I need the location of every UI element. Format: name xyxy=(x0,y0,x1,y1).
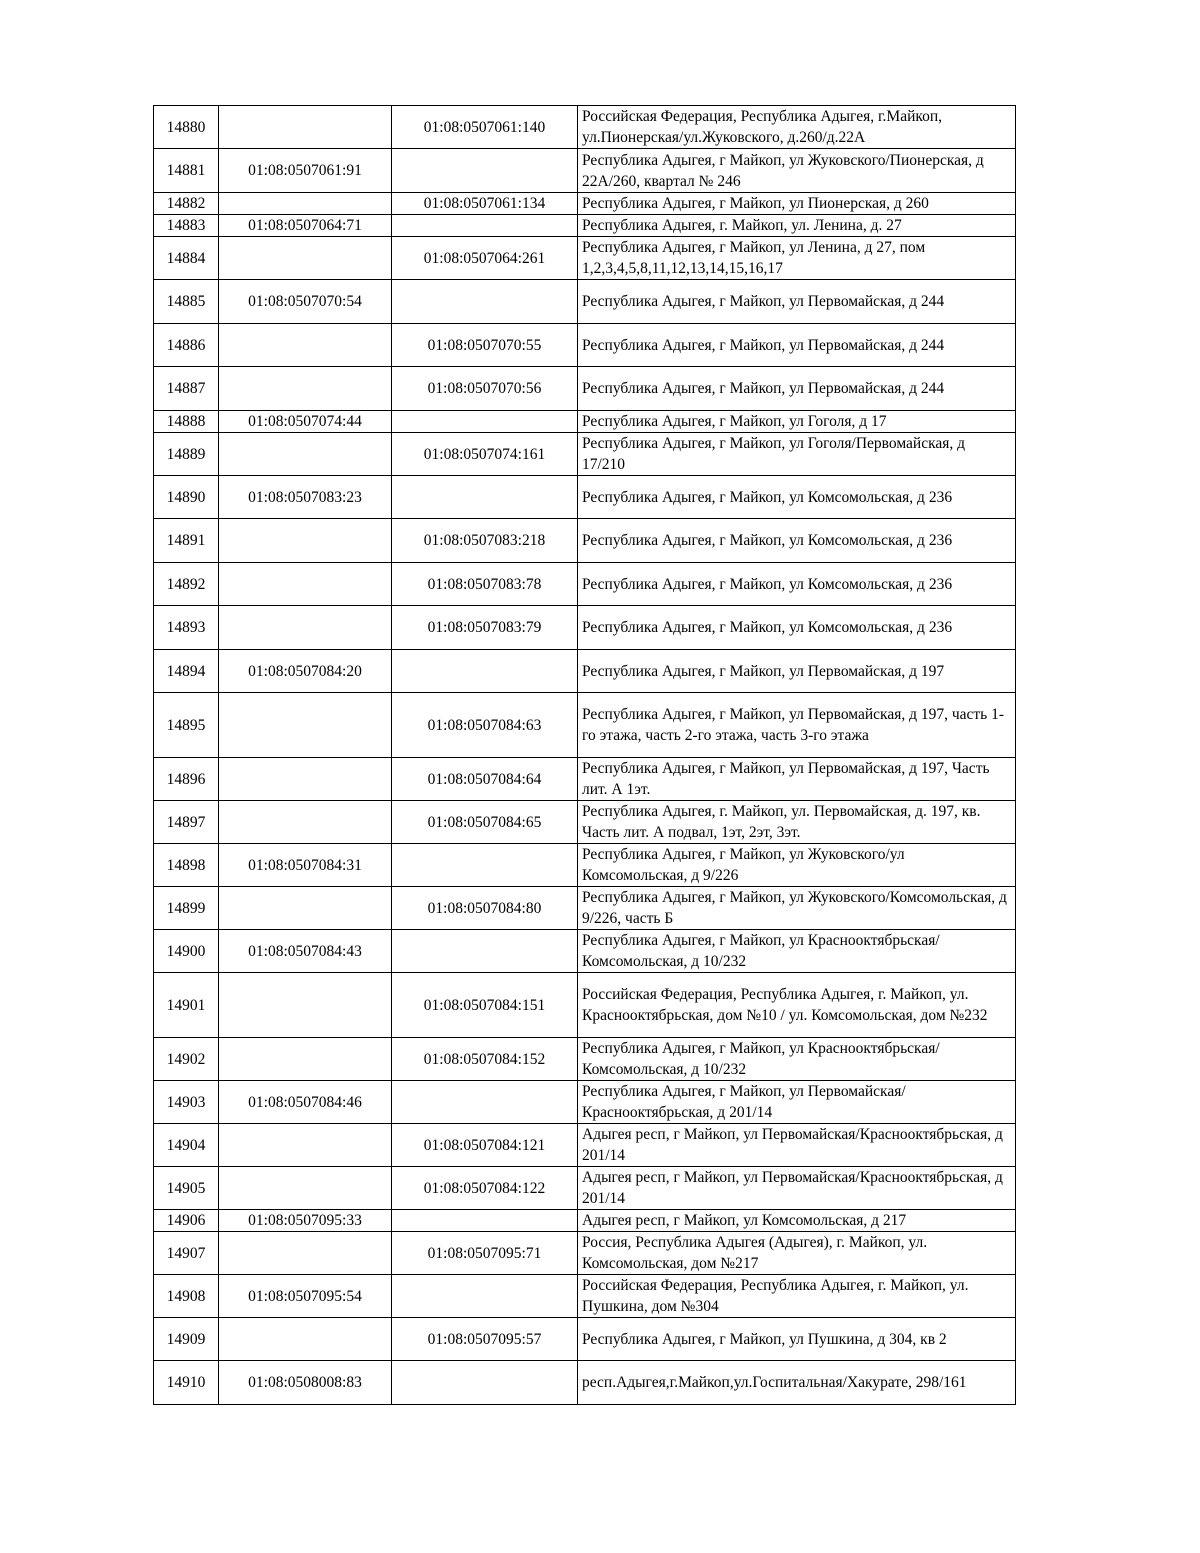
row-number-cell: 14890 xyxy=(154,476,219,519)
land-cadastral-number-cell xyxy=(219,433,392,476)
table-row xyxy=(154,844,1016,887)
address-cell: Республика Адыгея, г Майкоп, ул Жуковского/Пионерская, д 22А/260, квартал № 246 xyxy=(578,149,1016,193)
object-cadastral-number-cell: 01:08:0507061:140 xyxy=(392,106,578,149)
table-row xyxy=(154,1361,1016,1405)
table-row xyxy=(154,519,1016,563)
land-cadastral-number-cell: 01:08:0507064:71 xyxy=(219,215,392,237)
land-cadastral-number-cell xyxy=(219,801,392,844)
row-number-cell: 14885 xyxy=(154,280,219,324)
land-cadastral-number-cell xyxy=(219,324,392,367)
land-cadastral-number-cell: 01:08:0507084:46 xyxy=(219,1081,392,1124)
land-cadastral-number-cell: 01:08:0507074:44 xyxy=(219,411,392,433)
land-cadastral-number-cell xyxy=(219,1167,392,1210)
table-row xyxy=(154,1318,1016,1361)
row-number-cell: 14893 xyxy=(154,606,219,650)
object-cadastral-number-cell: 01:08:0507074:161 xyxy=(392,433,578,476)
object-cadastral-number-cell xyxy=(392,280,578,324)
object-cadastral-number-cell: 01:08:0507083:218 xyxy=(392,519,578,563)
address-cell: Республика Адыгея, г Майкоп, ул Первомайская/Краснооктябрьская, д 201/14 xyxy=(578,1081,1016,1124)
row-number-cell: 14900 xyxy=(154,930,219,973)
address-cell: Адыгея респ, г Майкоп, ул Первомайская/Краснооктябрьская, д 201/14 xyxy=(578,1167,1016,1210)
land-cadastral-number-cell xyxy=(219,973,392,1038)
land-cadastral-number-cell xyxy=(219,758,392,801)
land-cadastral-number-cell xyxy=(219,1038,392,1081)
table-row xyxy=(154,650,1016,693)
address-cell: Республика Адыгея, г Майкоп, ул Первомайская, д 197, часть 1-го этажа, часть 2-го этажа, часть 3-го этажа xyxy=(578,693,1016,758)
land-cadastral-number-cell: 01:08:0507095:33 xyxy=(219,1210,392,1232)
address-cell: респ.Адыгея,г.Майкоп,ул.Госпитальная/Хакурате, 298/161 xyxy=(578,1361,1016,1405)
row-number-cell: 14903 xyxy=(154,1081,219,1124)
row-number-cell: 14898 xyxy=(154,844,219,887)
address-cell: Республика Адыгея, г Майкоп, ул Первомайская, д 197, Часть лит. А 1эт. xyxy=(578,758,1016,801)
table-row xyxy=(154,1232,1016,1275)
object-cadastral-number-cell: 01:08:0507095:71 xyxy=(392,1232,578,1275)
address-cell: Республика Адыгея, г Майкоп, ул Краснооктябрьская/Комсомольская, д 10/232 xyxy=(578,930,1016,973)
address-cell: Республика Адыгея, г Майкоп, ул Комсомольская, д 236 xyxy=(578,519,1016,563)
row-number-cell: 14902 xyxy=(154,1038,219,1081)
object-cadastral-number-cell xyxy=(392,149,578,193)
address-cell: Республика Адыгея, г Майкоп, ул Пионерская, д 260 xyxy=(578,193,1016,215)
land-cadastral-number-cell: 01:08:0507083:23 xyxy=(219,476,392,519)
row-number-cell: 14907 xyxy=(154,1232,219,1275)
land-cadastral-number-cell xyxy=(219,693,392,758)
row-number-cell: 14884 xyxy=(154,237,219,280)
table-row xyxy=(154,973,1016,1038)
table-row xyxy=(154,758,1016,801)
land-cadastral-number-cell xyxy=(219,1232,392,1275)
object-cadastral-number-cell: 01:08:0507061:134 xyxy=(392,193,578,215)
table-row xyxy=(154,1167,1016,1210)
row-number-cell: 14894 xyxy=(154,650,219,693)
object-cadastral-number-cell: 01:08:0507064:261 xyxy=(392,237,578,280)
row-number-cell: 14889 xyxy=(154,433,219,476)
table-row xyxy=(154,411,1016,433)
address-cell: Республика Адыгея, г. Майкоп, ул. Ленина, д. 27 xyxy=(578,215,1016,237)
table-row xyxy=(154,563,1016,606)
object-cadastral-number-cell: 01:08:0507084:122 xyxy=(392,1167,578,1210)
address-cell: Российская Федерация, Республика Адыгея, г. Майкоп, ул. Пушкина, дом №304 xyxy=(578,1275,1016,1318)
row-number-cell: 14883 xyxy=(154,215,219,237)
table-row xyxy=(154,215,1016,237)
address-cell: Республика Адыгея, г Майкоп, ул Гоголя, д 17 xyxy=(578,411,1016,433)
land-cadastral-number-cell xyxy=(219,1124,392,1167)
address-cell: Республика Адыгея, г Майкоп, ул Пушкина, д 304, кв 2 xyxy=(578,1318,1016,1361)
object-cadastral-number-cell: 01:08:0507084:152 xyxy=(392,1038,578,1081)
table-row xyxy=(154,149,1016,193)
object-cadastral-number-cell: 01:08:0507084:63 xyxy=(392,693,578,758)
table-row xyxy=(154,433,1016,476)
object-cadastral-number-cell xyxy=(392,1210,578,1232)
object-cadastral-number-cell: 01:08:0507084:64 xyxy=(392,758,578,801)
object-cadastral-number-cell xyxy=(392,411,578,433)
table-row xyxy=(154,1124,1016,1167)
land-cadastral-number-cell xyxy=(219,106,392,149)
table-row xyxy=(154,324,1016,367)
address-cell: Адыгея респ, г Майкоп, ул Комсомольская, д 217 xyxy=(578,1210,1016,1232)
row-number-cell: 14892 xyxy=(154,563,219,606)
address-cell: Республика Адыгея, г Майкоп, ул Жуковского/Комсомольская, д 9/226, часть Б xyxy=(578,887,1016,930)
address-cell: Российская Федерация, Республика Адыгея, г. Майкоп, ул. Краснооктябрьская, дом №10 / ул. Комсомольская, дом №232 xyxy=(578,973,1016,1038)
object-cadastral-number-cell: 01:08:0507070:56 xyxy=(392,367,578,411)
object-cadastral-number-cell xyxy=(392,215,578,237)
object-cadastral-number-cell: 01:08:0507095:57 xyxy=(392,1318,578,1361)
address-cell: Республика Адыгея, г. Майкоп, ул. Первомайская, д. 197, кв. Часть лит. А подвал, 1эт, 2эт, 3эт. xyxy=(578,801,1016,844)
object-cadastral-number-cell xyxy=(392,476,578,519)
address-cell: Адыгея респ, г Майкоп, ул Первомайская/Краснооктябрьская, д 201/14 xyxy=(578,1124,1016,1167)
row-number-cell: 14910 xyxy=(154,1361,219,1405)
address-cell: Республика Адыгея, г Майкоп, ул Комсомольская, д 236 xyxy=(578,476,1016,519)
land-cadastral-number-cell: 01:08:0508008:83 xyxy=(219,1361,392,1405)
land-cadastral-number-cell xyxy=(219,887,392,930)
table-row xyxy=(154,801,1016,844)
row-number-cell: 14904 xyxy=(154,1124,219,1167)
land-cadastral-number-cell: 01:08:0507084:31 xyxy=(219,844,392,887)
address-cell: Республика Адыгея, г Майкоп, ул Краснооктябрьская/Комсомольская, д 10/232 xyxy=(578,1038,1016,1081)
row-number-cell: 14908 xyxy=(154,1275,219,1318)
land-cadastral-number-cell xyxy=(219,606,392,650)
land-cadastral-number-cell: 01:08:0507084:20 xyxy=(219,650,392,693)
address-cell: Российская Федерация, Республика Адыгея, г.Майкоп, ул.Пионерская/ул.Жуковского, д.260/д.22А xyxy=(578,106,1016,149)
object-cadastral-number-cell: 01:08:0507070:55 xyxy=(392,324,578,367)
table-row xyxy=(154,476,1016,519)
row-number-cell: 14891 xyxy=(154,519,219,563)
land-cadastral-number-cell xyxy=(219,193,392,215)
address-cell: Республика Адыгея, г Майкоп, ул Гоголя/Первомайская, д 17/210 xyxy=(578,433,1016,476)
object-cadastral-number-cell: 01:08:0507084:65 xyxy=(392,801,578,844)
table-row xyxy=(154,280,1016,324)
row-number-cell: 14887 xyxy=(154,367,219,411)
registry-table xyxy=(153,105,1016,1405)
table-row xyxy=(154,367,1016,411)
land-cadastral-number-cell: 01:08:0507095:54 xyxy=(219,1275,392,1318)
address-cell: Республика Адыгея, г Майкоп, ул Ленина, д 27, пом 1,2,3,4,5,8,11,12,13,14,15,16,17 xyxy=(578,237,1016,280)
object-cadastral-number-cell: 01:08:0507083:79 xyxy=(392,606,578,650)
land-cadastral-number-cell xyxy=(219,367,392,411)
land-cadastral-number-cell xyxy=(219,519,392,563)
row-number-cell: 14882 xyxy=(154,193,219,215)
row-number-cell: 14886 xyxy=(154,324,219,367)
table-row xyxy=(154,693,1016,758)
address-cell: Республика Адыгея, г Майкоп, ул Жуковского/ул Комсомольская, д 9/226 xyxy=(578,844,1016,887)
land-cadastral-number-cell xyxy=(219,563,392,606)
row-number-cell: 14896 xyxy=(154,758,219,801)
table-row xyxy=(154,1038,1016,1081)
address-cell: Республика Адыгея, г Майкоп, ул Первомайская, д 197 xyxy=(578,650,1016,693)
table-row xyxy=(154,606,1016,650)
table-row xyxy=(154,1210,1016,1232)
registry-body xyxy=(154,106,1016,1405)
object-cadastral-number-cell: 01:08:0507084:151 xyxy=(392,973,578,1038)
object-cadastral-number-cell: 01:08:0507084:121 xyxy=(392,1124,578,1167)
table-row xyxy=(154,887,1016,930)
table-row xyxy=(154,193,1016,215)
address-cell: Республика Адыгея, г Майкоп, ул Первомайская, д 244 xyxy=(578,280,1016,324)
land-cadastral-number-cell: 01:08:0507070:54 xyxy=(219,280,392,324)
address-cell: Республика Адыгея, г Майкоп, ул Комсомольская, д 236 xyxy=(578,606,1016,650)
table-row xyxy=(154,1081,1016,1124)
row-number-cell: 14906 xyxy=(154,1210,219,1232)
row-number-cell: 14881 xyxy=(154,149,219,193)
table-row xyxy=(154,1275,1016,1318)
row-number-cell: 14897 xyxy=(154,801,219,844)
object-cadastral-number-cell: 01:08:0507084:80 xyxy=(392,887,578,930)
land-cadastral-number-cell xyxy=(219,1318,392,1361)
object-cadastral-number-cell xyxy=(392,930,578,973)
row-number-cell: 14880 xyxy=(154,106,219,149)
address-cell: Россия, Республика Адыгея (Адыгея), г. Майкоп, ул. Комсомольская, дом №217 xyxy=(578,1232,1016,1275)
row-number-cell: 14888 xyxy=(154,411,219,433)
table-row xyxy=(154,106,1016,149)
land-cadastral-number-cell xyxy=(219,237,392,280)
table-row xyxy=(154,930,1016,973)
row-number-cell: 14909 xyxy=(154,1318,219,1361)
object-cadastral-number-cell xyxy=(392,844,578,887)
land-cadastral-number-cell: 01:08:0507061:91 xyxy=(219,149,392,193)
row-number-cell: 14905 xyxy=(154,1167,219,1210)
row-number-cell: 14899 xyxy=(154,887,219,930)
object-cadastral-number-cell xyxy=(392,1361,578,1405)
land-cadastral-number-cell: 01:08:0507084:43 xyxy=(219,930,392,973)
address-cell: Республика Адыгея, г Майкоп, ул Первомайская, д 244 xyxy=(578,367,1016,411)
object-cadastral-number-cell: 01:08:0507083:78 xyxy=(392,563,578,606)
object-cadastral-number-cell xyxy=(392,1275,578,1318)
object-cadastral-number-cell xyxy=(392,650,578,693)
object-cadastral-number-cell xyxy=(392,1081,578,1124)
row-number-cell: 14895 xyxy=(154,693,219,758)
row-number-cell: 14901 xyxy=(154,973,219,1038)
address-cell: Республика Адыгея, г Майкоп, ул Комсомольская, д 236 xyxy=(578,563,1016,606)
table-row xyxy=(154,237,1016,280)
address-cell: Республика Адыгея, г Майкоп, ул Первомайская, д 244 xyxy=(578,324,1016,367)
